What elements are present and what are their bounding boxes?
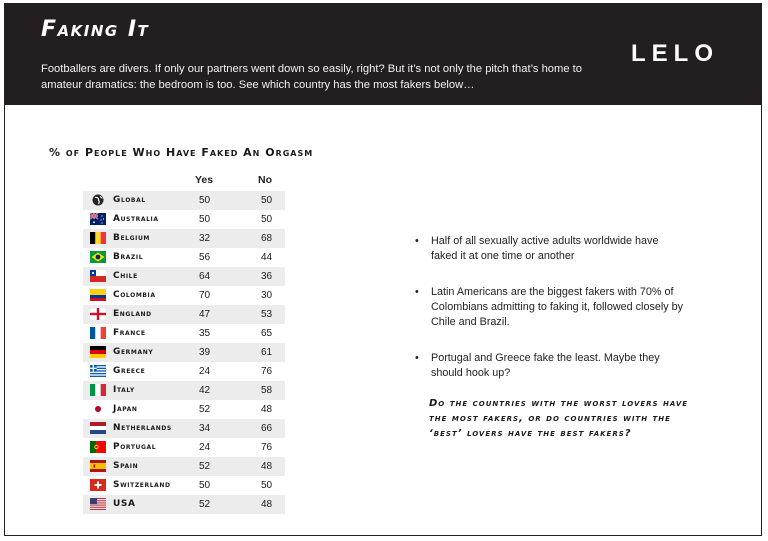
page-subtitle: Footballers are divers. If only our partners went down so easily, right? But it’s not only the pitch that’s home to amateur dramatics: the bedroom is too. See which country has the most fakers below… xyxy=(41,63,583,91)
yes-value: 64 xyxy=(199,271,211,282)
yes-value: 50 xyxy=(199,480,211,491)
no-value: 53 xyxy=(261,309,273,320)
country-name: France xyxy=(113,328,146,338)
table-row xyxy=(83,381,285,400)
table-row xyxy=(83,305,285,324)
country-name: Global xyxy=(113,195,146,205)
yes-value: 52 xyxy=(199,461,211,472)
table-row xyxy=(83,457,285,476)
country-name: Portugal xyxy=(113,442,157,452)
country-name: Australia xyxy=(113,214,159,224)
note-item: • Portugal and Greece fake the least. Maybe they should hook up? xyxy=(415,351,685,381)
note-item: • Half of all sexually active adults worldwide have faked it at one time or another xyxy=(415,234,685,264)
notes-list xyxy=(415,234,685,402)
table-row xyxy=(83,191,285,210)
no-value: 50 xyxy=(261,195,273,206)
table-row xyxy=(83,343,285,362)
yes-value: 32 xyxy=(199,233,211,244)
country-name: Netherlands xyxy=(113,423,172,433)
brand-logo: LELO xyxy=(631,40,719,67)
flag-usa-icon xyxy=(90,498,106,510)
flag-portugal-icon xyxy=(90,441,106,453)
no-value: 50 xyxy=(261,214,273,225)
table-row xyxy=(83,267,285,286)
no-value: 36 xyxy=(261,271,273,282)
no-value: 66 xyxy=(261,423,273,434)
table-row xyxy=(83,286,285,305)
no-value: 48 xyxy=(261,499,273,510)
flag-brazil-icon xyxy=(90,251,106,263)
table-title: % of People Who Have Faked An Orgasm xyxy=(49,146,314,159)
no-value: 65 xyxy=(261,328,273,339)
no-value: 48 xyxy=(261,461,273,472)
country-name: Brazil xyxy=(113,252,144,262)
flag-germany-icon xyxy=(90,346,106,358)
flag-england-icon xyxy=(90,308,106,320)
yes-value: 34 xyxy=(199,423,211,434)
yes-value: 52 xyxy=(199,499,211,510)
table-row xyxy=(83,495,285,514)
globe-icon xyxy=(90,194,106,206)
table-row xyxy=(83,400,285,419)
flag-australia-icon xyxy=(90,213,106,225)
data-table xyxy=(83,191,285,514)
page-title: Faking It xyxy=(41,17,150,42)
country-name: Colombia xyxy=(113,290,156,300)
flag-netherlands-icon xyxy=(90,422,106,434)
no-value: 44 xyxy=(261,252,273,263)
table-row xyxy=(83,324,285,343)
flag-greece-icon xyxy=(90,365,106,377)
note-item: • Latin Americans are the biggest fakers with 70% of Colombians admitting to faking it, followed closely by Chile and Brazil. xyxy=(415,285,685,330)
country-name: Spain xyxy=(113,461,139,471)
table-row xyxy=(83,419,285,438)
yes-value: 56 xyxy=(199,252,211,263)
table-row xyxy=(83,362,285,381)
yes-value: 42 xyxy=(199,385,211,396)
country-name: Switzerland xyxy=(113,480,171,490)
yes-value: 50 xyxy=(199,195,211,206)
flag-chile-icon xyxy=(90,270,106,282)
table-row xyxy=(83,248,285,267)
country-name: Japan xyxy=(113,404,138,414)
flag-belgium-icon xyxy=(90,232,106,244)
country-name: England xyxy=(113,309,152,319)
country-name: Greece xyxy=(113,366,146,376)
header-banner xyxy=(5,4,761,105)
table-row xyxy=(83,210,285,229)
no-value: 58 xyxy=(261,385,273,396)
no-value: 76 xyxy=(261,366,273,377)
yes-value: 39 xyxy=(199,347,211,358)
flag-colombia-icon xyxy=(90,289,106,301)
table-row xyxy=(83,438,285,457)
column-header-no: No xyxy=(258,174,272,186)
country-name: USA xyxy=(113,499,136,509)
country-name: Germany xyxy=(113,347,154,357)
no-value: 50 xyxy=(261,480,273,491)
table-row xyxy=(83,476,285,495)
no-value: 61 xyxy=(261,347,273,358)
yes-value: 35 xyxy=(199,328,211,339)
no-value: 68 xyxy=(261,233,273,244)
yes-value: 24 xyxy=(199,366,211,377)
infographic-frame xyxy=(4,3,762,536)
no-value: 48 xyxy=(261,404,273,415)
yes-value: 70 xyxy=(199,290,211,301)
flag-japan-icon xyxy=(90,403,106,415)
no-value: 30 xyxy=(261,290,273,301)
no-value: 76 xyxy=(261,442,273,453)
flag-switzerland-icon xyxy=(90,479,106,491)
flag-spain-icon xyxy=(90,460,106,472)
column-header-yes: Yes xyxy=(195,174,214,186)
table-row xyxy=(83,229,285,248)
yes-value: 24 xyxy=(199,442,211,453)
closing-question: Do the countries with the worst lovers have the most fakers, or do countries with the ‘best’ lovers have the best fakers? xyxy=(429,398,689,439)
country-name: Belgium xyxy=(113,233,150,243)
country-name: Chile xyxy=(113,271,138,281)
yes-value: 50 xyxy=(199,214,211,225)
flag-france-icon xyxy=(90,327,106,339)
country-name: Italy xyxy=(113,385,135,395)
yes-value: 47 xyxy=(199,309,211,320)
yes-value: 52 xyxy=(199,404,211,415)
flag-italy-icon xyxy=(90,384,106,396)
